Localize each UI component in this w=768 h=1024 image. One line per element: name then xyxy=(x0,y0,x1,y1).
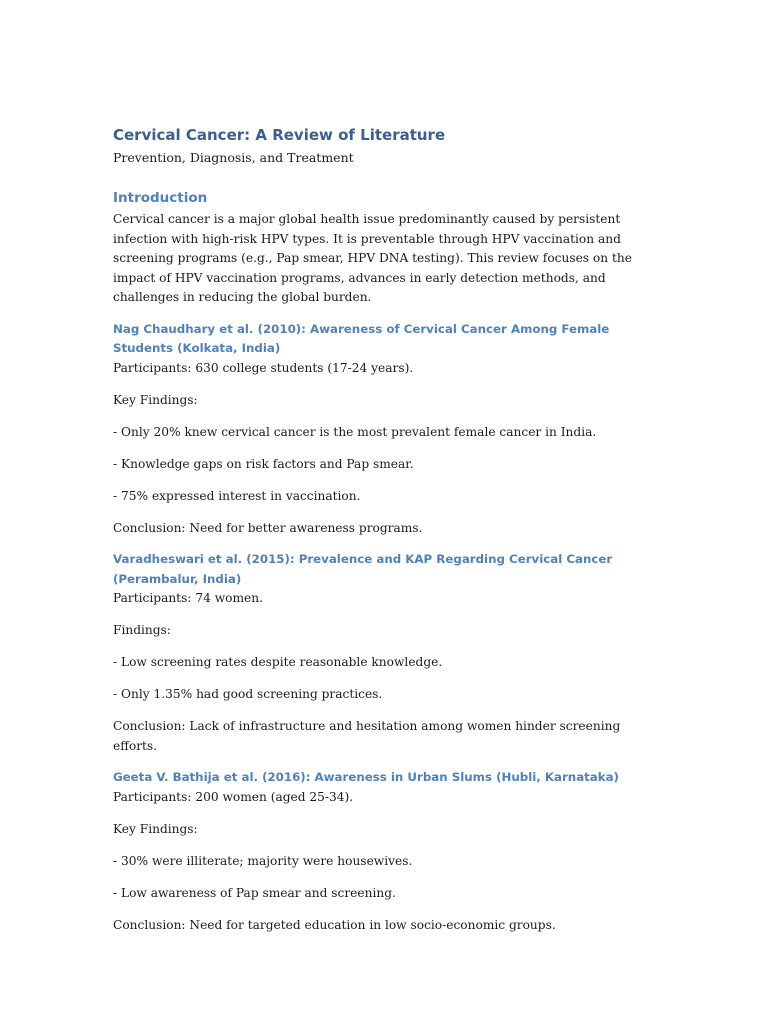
study-participants: Participants: 630 college students (17-24 years). xyxy=(113,360,414,375)
study-findings-label: Findings: xyxy=(113,623,171,637)
study-section xyxy=(113,550,658,756)
study-finding: - 75% expressed interest in vaccination. xyxy=(113,488,361,503)
introduction-text: Cervical cancer is a major global health issue predominantly caused by persistent infection with high-risk HPV types. It is preventable through HPV vaccination and screening programs (e.g., Pap smear, HPV DNA testing). This review focuses on the impact of HPV vaccination programs, advances in early detection methods, and challenges in reducing the global burden. xyxy=(113,212,632,304)
document-subtitle: Prevention, Diagnosis, and Treatment xyxy=(113,150,354,165)
study-participants: Participants: 74 women. xyxy=(113,591,263,605)
study-finding: - Knowledge gaps on risk factors and Pap smear. xyxy=(113,456,414,471)
study-findings-label: Key Findings: xyxy=(113,821,198,836)
study-section xyxy=(113,768,658,935)
study-findings-label: Key Findings: xyxy=(113,392,198,407)
introduction-heading: Introduction xyxy=(113,190,208,206)
study-conclusion: Conclusion: Need for targeted education in low socio-economic groups. xyxy=(113,917,556,932)
study-section xyxy=(113,320,658,539)
study-heading: Varadheswari et al. (2015): Prevalence and KAP Regarding Cervical Cancer (Perambalur, India) xyxy=(113,552,613,586)
study-participants: Participants: 200 women (aged 25-34). xyxy=(113,789,354,804)
study-finding: - Low awareness of Pap smear and screening. xyxy=(113,885,396,900)
study-conclusion: Conclusion: Lack of infrastructure and hesitation among women hinder screening efforts. xyxy=(113,719,621,753)
document-page xyxy=(113,124,658,935)
study-finding: - Only 1.35% had good screening practices. xyxy=(113,687,383,701)
document-title: Cervical Cancer: A Review of Literature xyxy=(113,126,446,144)
study-heading: Geeta V. Bathija et al. (2016): Awareness in Urban Slums (Hubli, Karnataka) xyxy=(113,770,619,784)
study-finding: - Low screening rates despite reasonable knowledge. xyxy=(113,655,443,669)
study-conclusion: Conclusion: Need for better awareness programs. xyxy=(113,520,423,535)
study-heading: Nag Chaudhary et al. (2010): Awareness of Cervical Cancer Among Female Students (Kolkata, India) xyxy=(113,321,610,355)
study-finding: - 30% were illiterate; majority were housewives. xyxy=(113,853,413,868)
study-finding: - Only 20% knew cervical cancer is the most prevalent female cancer in India. xyxy=(113,424,597,439)
